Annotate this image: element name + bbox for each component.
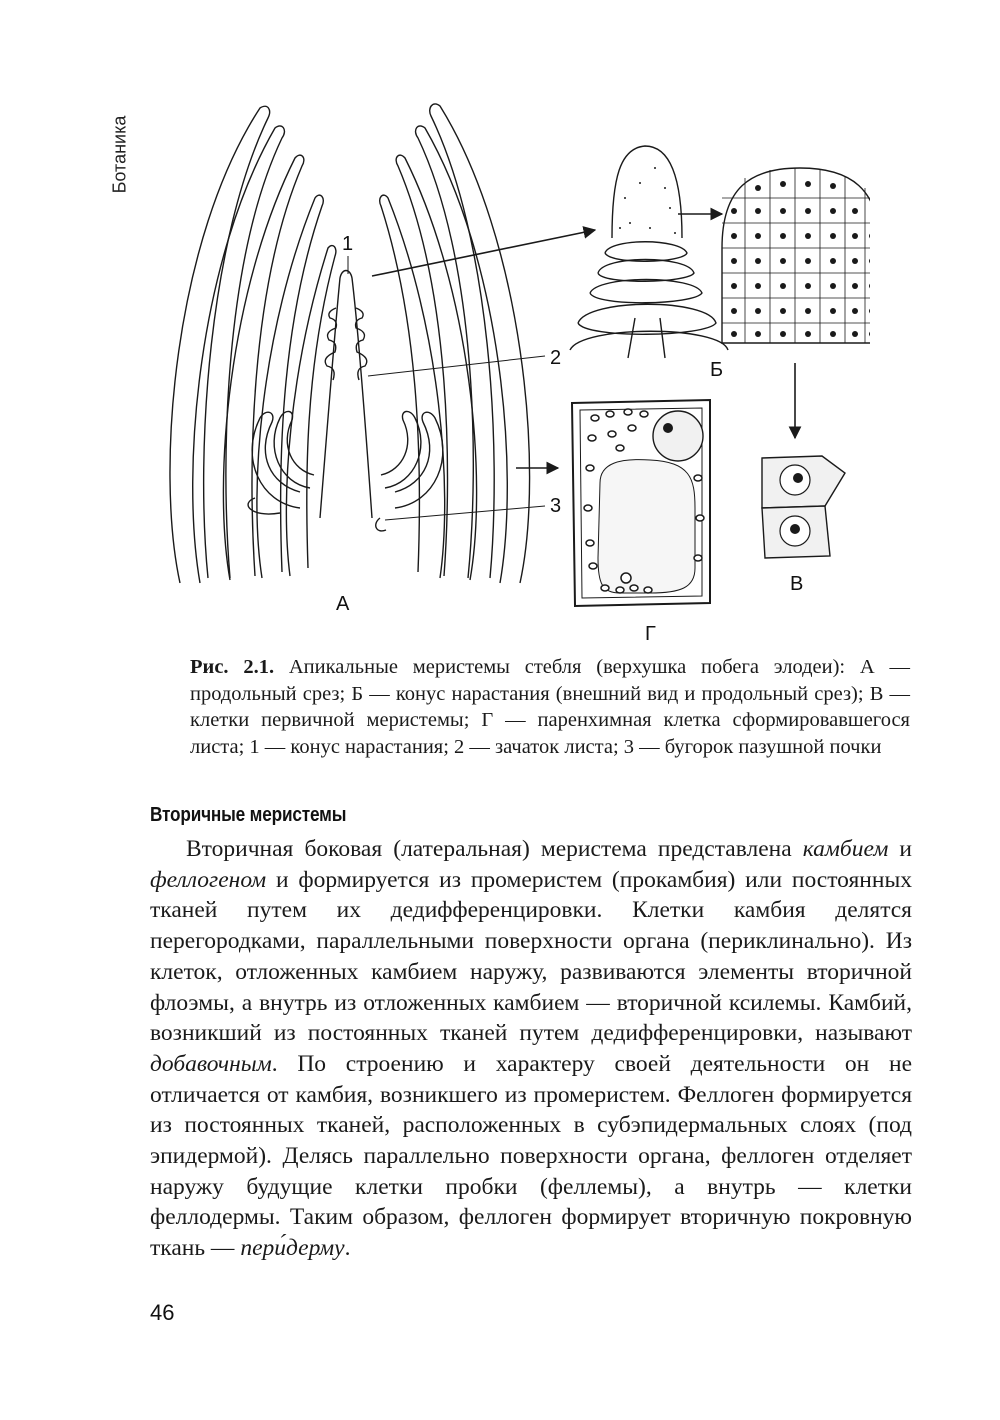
drawing-a-longitudinal-section [170,104,530,583]
figure-caption [190,654,910,760]
drawing-b-growth-cone [570,146,728,358]
pointer-lines [348,256,545,520]
text-run: и [888,836,912,862]
figure-illustration [150,88,870,648]
term-periderm: пери́дерму [240,1235,345,1262]
body-paragraph [150,834,912,1264]
caption-lead: Рис. 2.1. [190,656,275,678]
label-1: 1 [342,233,354,255]
drawing-g-parenchyma-cell [572,400,710,606]
text-run: . [344,1235,351,1262]
label-a: А [336,593,350,615]
term-accessory: добавочным [150,1050,272,1077]
running-head [100,104,140,204]
label-2: 2 [550,347,562,369]
caption-text: Апикальные меристемы стебля (верхушка побега элодеи): А — продольный срез; Б — конус нарастания (внешний вид и продольный срез); В — клетки первичной меристемы; Г — паренхимная клетка сформировавшегося листа; 1 — конус нарастания; 2 — зачаток листа; 3 — бугорок пазушной почки [190,656,910,758]
text-run: и формируется из промеристем (прокамбия) или постоянных тканей путем их дедифференцировки. Клетки камбия делятся перегородками, параллельными поверхности органа (периклинально). Из клеток, отложенных камбием наружу, развиваются элементы вторичной флоэмы, а внутрь из отложенных камбием — вторичной ксилемы. Камбий, возникший из постоянных тканей путем дедифференцировки, называют [150,866,912,1047]
term-cambium: камбием [802,836,889,862]
label-v: В [790,573,804,595]
drawing-v-meristem-cells [762,456,845,558]
term-phellogen: феллогеном [150,866,267,893]
text-run: Вторичная боковая (латеральная) меристема представлена [186,836,803,862]
figure-2-1 [150,88,870,648]
text-run: . По строению и характеру своей деятельности он не отличается от камбия, возникшего из промеристем. Феллоген формируется из постоянных тканей, расположенных в субэпидермальных слоях (под эпидермой). Делясь параллельно поверхности органа, феллоген отделяет наружу будущие клетки пробки (феллемы), а внутрь — клетки феллодермы. Таким образом, феллоген формирует вторичную покровную ткань — [150,1050,912,1262]
stipple-b [619,167,676,234]
running-head-text: Ботаника [109,115,130,194]
page-number: 46 [150,1300,175,1325]
section-heading: Вторичные меристемы [150,804,347,826]
drawing-b-section-cells [722,168,870,343]
label-b: Б [710,359,724,381]
label-3: 3 [550,495,562,517]
label-g: Г [645,623,656,645]
